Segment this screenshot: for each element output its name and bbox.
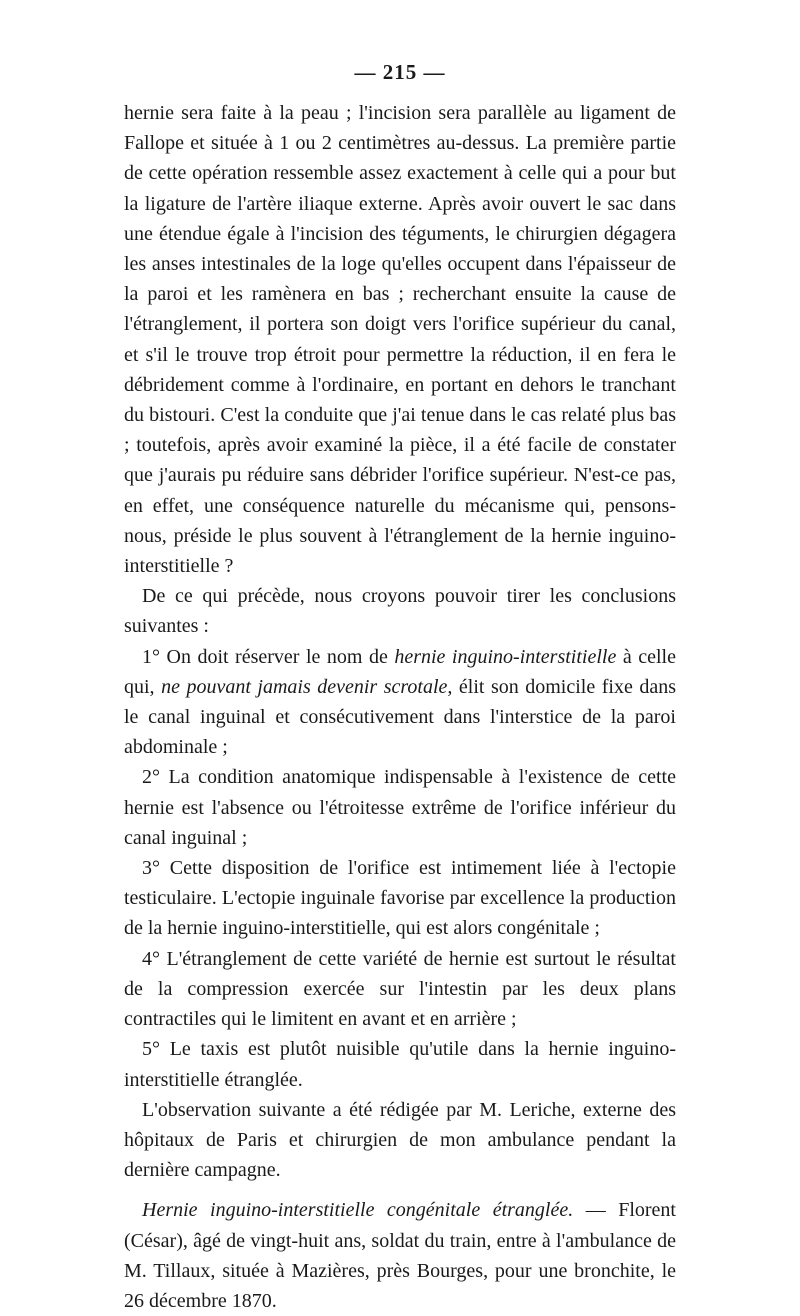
conclusion-1 <box>124 642 676 763</box>
conclusion-2: 2° La condition anatomique indispensable à l'existence de cette hernie est l'absence ou l'étroitesse extrême de l'orifice inférieur du canal inguinal ; <box>124 766 676 849</box>
paragraph-case-report <box>124 1195 676 1316</box>
conclusion-3: 3° Cette disposition de l'orifice est intimement liée à l'ectopie testiculaire. L'ectopie inguinale favorise par excellence la production de la hernie inguino-interstitielle, qui est alors congénitale ; <box>124 857 676 940</box>
case-text: — Florent (César), âgé de vingt-huit ans, soldat du train, entre à l'ambulance de M. Tillaux, située à Mazières, près Bourges, pour une bronchite, le 26 décembre 1870. <box>124 1199 676 1312</box>
conclusion-5: 5° Le taxis est plutôt nuisible qu'utile dans la hernie inguino-interstitielle étranglée. <box>124 1038 676 1091</box>
conclusion-4: 4° L'étranglement de cette variété de hernie est surtout le résultat de la compression exercée sur l'intestin par les deux plans contractiles qui le limitent en avant et en arrière ; <box>124 947 676 1031</box>
conclusion-1-emphasis: ne pouvant jamais devenir scrotale, <box>161 675 453 698</box>
paragraph-conclusions-intro: De ce qui précède, nous croyons pouvoir tirer les conclusions suivantes : <box>124 585 676 638</box>
conclusion-1-mid: à celle qui, <box>124 645 676 698</box>
conclusion-1-term: hernie inguino-interstitielle <box>394 645 617 668</box>
case-title: Hernie inguino-interstitielle congénitale étranglée. <box>142 1199 574 1222</box>
conclusion-1-start: 1° On doit réserver le nom de <box>142 645 395 668</box>
conclusion-1-end: élit son domicile fixe dans le canal inguinal et consécutivement dans l'interstice de la paroi abdominale ; <box>124 675 676 759</box>
paragraph-observation-intro: L'observation suivante a été rédigée par M. Leriche, externe des hôpitaux de Paris et chirurgien de mon ambulance pendant la dernière campagne. <box>124 1098 676 1182</box>
book-page <box>124 52 676 1316</box>
paragraph-surgical-technique: hernie sera faite à la peau ; l'incision sera parallèle au ligament de Fallope et située à 1 ou 2 centimètres au-dessus. La première partie de cette opération ressemble assez exactement à celle qui a pour but la ligature de l'artère iliaque externe. Après avoir ouvert le sac dans une étendue égale à l'incision des téguments, le chirurgien dégagera les anses intestinales de la loge qu'elles occupent dans l'épaisseur de la paroi et les ramènera en bas ; recherchant ensuite la cause de l'étranglement, il portera son doigt vers l'orifice supérieur du canal, et s'il le trouve trop étroit pour permettre la réduction, il en fera le débridement comme à l'ordinaire, en portant en dehors le tranchant du bistouri. C'est la conduite que j'ai tenue dans le cas relaté plus bas ; toutefois, après avoir examiné la pièce, il a été facile de constater que j'aurais pu réduire sans débrider l'orifice supérieur. N'est-ce pas, en effet, une conséquence naturelle du mécanisme qui, pensons-nous, préside le plus souvent à l'étranglement de la hernie inguino-interstitielle ? <box>124 102 676 578</box>
page-number: — 215 — <box>354 60 446 84</box>
